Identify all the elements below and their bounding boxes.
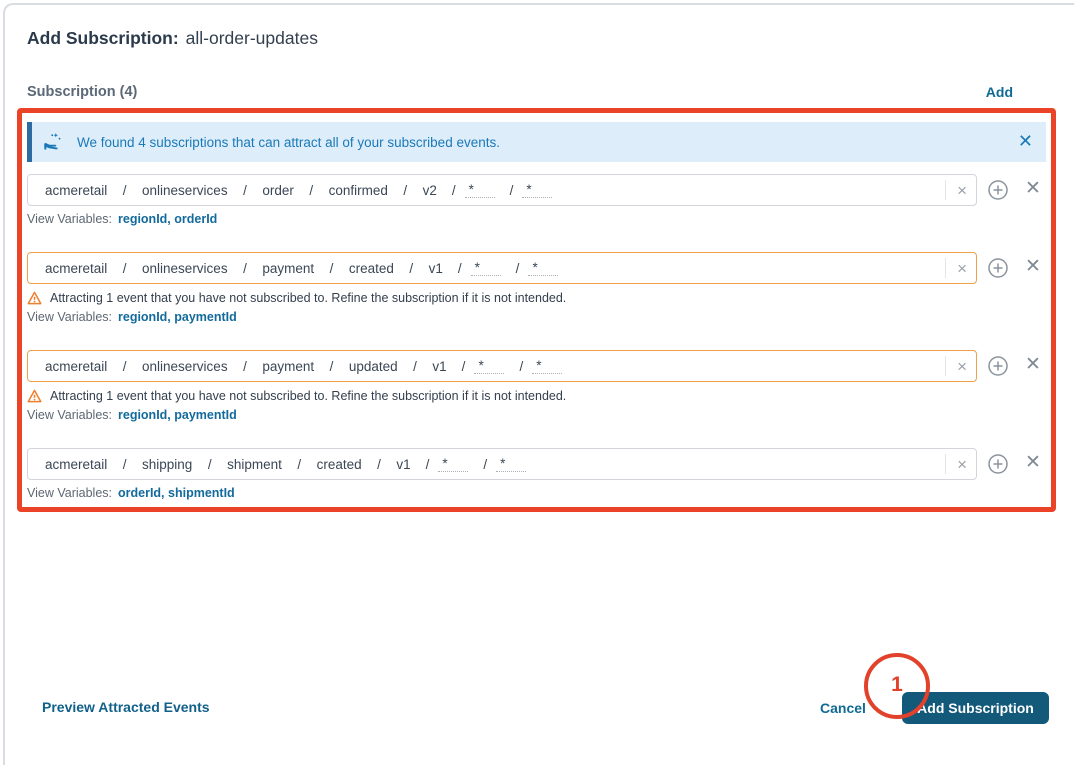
variables-links[interactable]: orderId, shipmentId: [118, 486, 235, 500]
remove-row-icon[interactable]: ✕: [1025, 452, 1041, 473]
wildcard-field[interactable]: *: [471, 260, 501, 276]
wildcard-separator: /: [519, 358, 524, 374]
warning-message: [27, 291, 1046, 305]
plus-circle-icon[interactable]: [987, 453, 1009, 480]
divider: [945, 180, 946, 200]
view-variables-row: [27, 212, 1046, 226]
wildcard-separator: /: [425, 456, 430, 472]
variables-links[interactable]: regionId, paymentId: [118, 310, 237, 324]
clear-input-wrap: [945, 449, 967, 479]
banner-message: We found 4 subscriptions that can attract all of your subscribed events.: [77, 134, 500, 150]
warning-text: Attracting 1 event that you have not subscribed to. Refine the subscription if it is not intended.: [50, 389, 567, 403]
wildcard-separator: /: [483, 456, 488, 472]
wildcard-field[interactable]: *: [496, 456, 526, 472]
subscription-input[interactable]: [27, 350, 977, 382]
remove-row-icon[interactable]: ✕: [1025, 256, 1041, 277]
subscription-row: [27, 174, 1046, 226]
section-header: [27, 84, 1013, 100]
wildcard-separator: /: [461, 358, 466, 374]
warning-icon: [27, 389, 42, 403]
preview-attracted-events-link[interactable]: Preview Attracted Events: [42, 699, 210, 715]
wildcard-field[interactable]: *: [522, 182, 552, 198]
warning-message: [27, 389, 1046, 403]
view-variables-row: [27, 486, 1046, 500]
warning-text: Attracting 1 event that you have not subscribed to. Refine the subscription if it is not intended.: [50, 291, 567, 305]
divider: [945, 454, 946, 474]
view-variables-label: View Variables:: [27, 486, 112, 500]
banner-close-icon[interactable]: ✕: [1017, 131, 1033, 151]
page-title: [27, 28, 318, 49]
wildcard-separator: /: [509, 182, 514, 198]
topic-path: acmeretail / onlineservices / order / confirmed / v2: [45, 182, 437, 198]
subscription-input[interactable]: [27, 448, 977, 480]
plus-circle-icon[interactable]: [987, 257, 1009, 284]
view-variables-label: View Variables:: [27, 408, 112, 422]
info-banner: [27, 122, 1046, 162]
subscription-count-label: Subscription (4): [27, 84, 138, 100]
variables-links[interactable]: regionId, orderId: [118, 212, 218, 226]
view-variables-row: [27, 408, 1046, 422]
wildcard-field[interactable]: *: [465, 182, 495, 198]
annotation-number: 1: [891, 673, 903, 696]
clear-input-wrap: [945, 351, 967, 381]
subscription-row: [27, 350, 1046, 422]
divider: [945, 258, 946, 278]
wildcard-field[interactable]: *: [474, 358, 504, 374]
view-variables-row: [27, 310, 1046, 324]
add-link[interactable]: Add: [985, 84, 1013, 100]
add-subscription-button[interactable]: Add Subscription: [902, 692, 1049, 724]
subscription-input[interactable]: [27, 252, 977, 284]
cancel-button[interactable]: Cancel: [820, 700, 866, 716]
variables-links[interactable]: regionId, paymentId: [118, 408, 237, 422]
subscription-row: [27, 448, 1046, 500]
topic-path: acmeretail / onlineservices / payment / created / v1: [45, 260, 443, 276]
clear-input-icon[interactable]: ×: [957, 180, 967, 200]
topic-path: acmeretail / shipping / shipment / created / v1: [45, 456, 411, 472]
clear-input-icon[interactable]: ×: [957, 258, 967, 278]
subscription-input[interactable]: [27, 174, 977, 206]
page-title-value: all-order-updates: [185, 28, 318, 48]
plus-circle-icon[interactable]: [987, 355, 1009, 382]
divider: [945, 356, 946, 376]
view-variables-label: View Variables:: [27, 212, 112, 226]
plus-circle-icon[interactable]: [987, 179, 1009, 206]
wildcard-separator: /: [515, 260, 520, 276]
topic-path: acmeretail / onlineservices / payment / updated / v1: [45, 358, 447, 374]
wildcard-field[interactable]: *: [532, 358, 562, 374]
clear-input-icon[interactable]: ×: [957, 454, 967, 474]
clear-input-wrap: [945, 175, 967, 205]
clear-input-icon[interactable]: ×: [957, 356, 967, 376]
remove-row-icon[interactable]: ✕: [1025, 178, 1041, 199]
wildcard-field[interactable]: *: [438, 456, 468, 472]
clear-input-wrap: [945, 253, 967, 283]
subscription-row: [27, 252, 1046, 324]
page-title-label: Add Subscription:: [27, 28, 179, 48]
wildcard-separator: /: [457, 260, 462, 276]
hand-sparkles-icon: [42, 131, 65, 153]
view-variables-label: View Variables:: [27, 310, 112, 324]
wildcard-separator: /: [451, 182, 456, 198]
remove-row-icon[interactable]: ✕: [1025, 354, 1041, 375]
warning-icon: [27, 291, 42, 305]
wildcard-field[interactable]: *: [528, 260, 558, 276]
